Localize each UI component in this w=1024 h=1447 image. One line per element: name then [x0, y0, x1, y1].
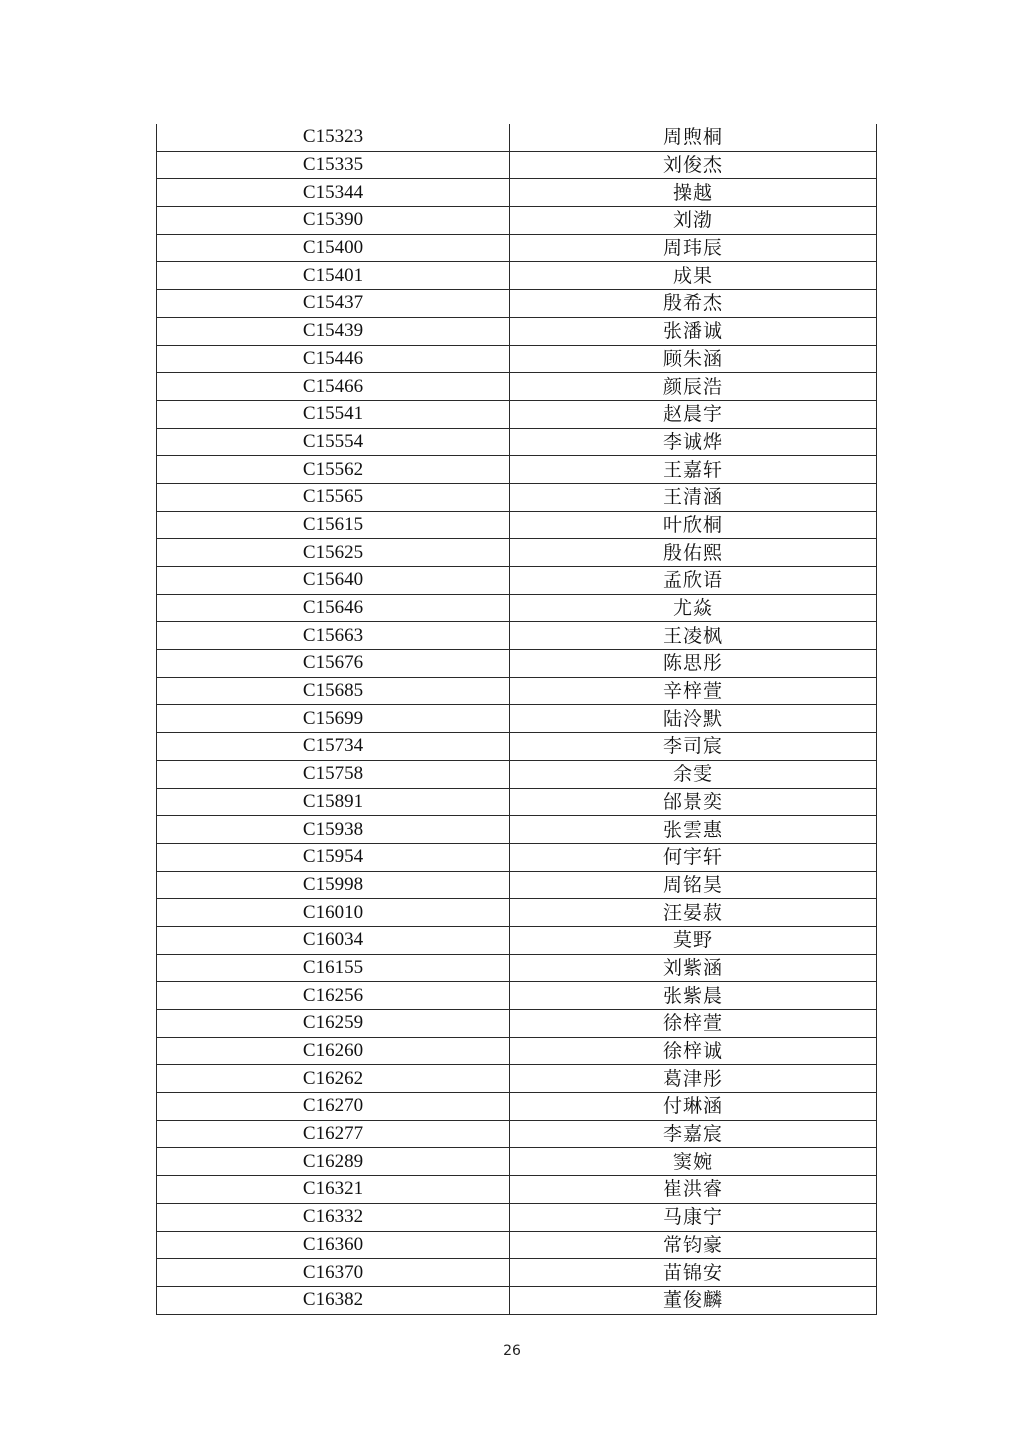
table-row: [157, 1176, 877, 1204]
cell-id: C15439: [157, 317, 510, 345]
cell-name: 陆泠默: [510, 705, 877, 733]
cell-id: C15344: [157, 179, 510, 207]
table-row: [157, 456, 877, 484]
cell-id: C15758: [157, 760, 510, 788]
table-row: [157, 317, 877, 345]
table-row: [157, 511, 877, 539]
table-row: [157, 816, 877, 844]
cell-name: 常钧豪: [510, 1231, 877, 1259]
cell-name: 崔洪睿: [510, 1176, 877, 1204]
cell-id: C16260: [157, 1037, 510, 1065]
table-row: [157, 179, 877, 207]
cell-id: C16034: [157, 926, 510, 954]
cell-id: C15615: [157, 511, 510, 539]
cell-name: 余雯: [510, 760, 877, 788]
cell-name: 辛梓萱: [510, 677, 877, 705]
cell-name: 莫野: [510, 926, 877, 954]
cell-name: 张紫晨: [510, 982, 877, 1010]
cell-id: C16370: [157, 1259, 510, 1287]
cell-id: C16256: [157, 982, 510, 1010]
table-row: [157, 373, 877, 401]
cell-id: C15646: [157, 594, 510, 622]
table-row: [157, 622, 877, 650]
cell-name: 刘渤: [510, 207, 877, 235]
table-row: [157, 1148, 877, 1176]
table-row: [157, 400, 877, 428]
cell-id: C15625: [157, 539, 510, 567]
cell-name: 王清涵: [510, 483, 877, 511]
cell-id: C16270: [157, 1093, 510, 1121]
cell-id: C15640: [157, 567, 510, 595]
cell-name: 刘俊杰: [510, 151, 877, 179]
cell-name: 刘紫涵: [510, 954, 877, 982]
cell-id: C15554: [157, 428, 510, 456]
cell-id: C15541: [157, 400, 510, 428]
cell-name: 汪晏菽: [510, 899, 877, 927]
cell-name: 殷佑熙: [510, 539, 877, 567]
cell-id: C15565: [157, 483, 510, 511]
table-row: [157, 1010, 877, 1038]
cell-id: C16321: [157, 1176, 510, 1204]
table-row: [157, 650, 877, 678]
cell-name: 顾朱涵: [510, 345, 877, 373]
cell-id: C15562: [157, 456, 510, 484]
cell-name: 周煦桐: [510, 124, 877, 151]
cell-id: C15663: [157, 622, 510, 650]
cell-name: 邰景奕: [510, 788, 877, 816]
cell-name: 葛津彤: [510, 1065, 877, 1093]
cell-id: C15699: [157, 705, 510, 733]
table-row: [157, 677, 877, 705]
cell-name: 叶欣桐: [510, 511, 877, 539]
table-row: [157, 899, 877, 927]
cell-name: 王嘉轩: [510, 456, 877, 484]
table-row: [157, 234, 877, 262]
cell-id: C15446: [157, 345, 510, 373]
table-row: [157, 1203, 877, 1231]
table-row: [157, 788, 877, 816]
cell-name: 陈思彤: [510, 650, 877, 678]
cell-id: C15998: [157, 871, 510, 899]
table-row: [157, 954, 877, 982]
table-row: [157, 567, 877, 595]
cell-name: 周玮辰: [510, 234, 877, 262]
cell-name: 操越: [510, 179, 877, 207]
cell-id: C15938: [157, 816, 510, 844]
cell-id: C15466: [157, 373, 510, 401]
table-row: [157, 1065, 877, 1093]
cell-name: 徐梓诚: [510, 1037, 877, 1065]
cell-id: C16382: [157, 1286, 510, 1314]
roster-table: [156, 124, 877, 1315]
cell-name: 马康宁: [510, 1203, 877, 1231]
table-row: [157, 733, 877, 761]
cell-id: C15891: [157, 788, 510, 816]
table-row: [157, 1259, 877, 1287]
table-row: [157, 262, 877, 290]
cell-id: C16262: [157, 1065, 510, 1093]
cell-name: 董俊麟: [510, 1286, 877, 1314]
cell-name: 李司宸: [510, 733, 877, 761]
cell-name: 窦婉: [510, 1148, 877, 1176]
cell-name: 赵晨宇: [510, 400, 877, 428]
table-row: [157, 539, 877, 567]
cell-name: 张潘诚: [510, 317, 877, 345]
cell-name: 张雲惠: [510, 816, 877, 844]
page-number: 26: [503, 1343, 521, 1359]
table-row: [157, 1120, 877, 1148]
cell-id: C15437: [157, 290, 510, 318]
cell-id: C15390: [157, 207, 510, 235]
table-row: [157, 151, 877, 179]
table-row: [157, 705, 877, 733]
cell-id: C16155: [157, 954, 510, 982]
table-row: [157, 207, 877, 235]
cell-id: C15734: [157, 733, 510, 761]
table-row: [157, 1037, 877, 1065]
cell-id: C16332: [157, 1203, 510, 1231]
cell-name: 王凌枫: [510, 622, 877, 650]
cell-name: 殷希杰: [510, 290, 877, 318]
cell-id: C16259: [157, 1010, 510, 1038]
cell-name: 颜辰浩: [510, 373, 877, 401]
cell-id: C15954: [157, 843, 510, 871]
cell-id: C16360: [157, 1231, 510, 1259]
cell-name: 尤焱: [510, 594, 877, 622]
table-row: [157, 926, 877, 954]
cell-name: 李嘉宸: [510, 1120, 877, 1148]
cell-name: 徐梓萱: [510, 1010, 877, 1038]
table-row: [157, 594, 877, 622]
table-row: [157, 760, 877, 788]
roster-table-body: [157, 124, 877, 1314]
cell-name: 苗锦安: [510, 1259, 877, 1287]
cell-name: 周铭昊: [510, 871, 877, 899]
cell-id: C15685: [157, 677, 510, 705]
table-row: [157, 428, 877, 456]
table-row: [157, 843, 877, 871]
table-row: [157, 483, 877, 511]
cell-id: C15400: [157, 234, 510, 262]
roster-table-container: [156, 124, 875, 1315]
cell-id: C16289: [157, 1148, 510, 1176]
table-row: [157, 345, 877, 373]
table-row: [157, 1286, 877, 1314]
table-row: [157, 982, 877, 1010]
cell-name: 何宇轩: [510, 843, 877, 871]
cell-id: C16277: [157, 1120, 510, 1148]
cell-id: C15335: [157, 151, 510, 179]
cell-id: C15676: [157, 650, 510, 678]
cell-name: 付琳涵: [510, 1093, 877, 1121]
cell-id: C15323: [157, 124, 510, 151]
cell-name: 孟欣语: [510, 567, 877, 595]
table-row: [157, 871, 877, 899]
table-row: [157, 124, 877, 151]
table-row: [157, 290, 877, 318]
cell-name: 成果: [510, 262, 877, 290]
table-row: [157, 1231, 877, 1259]
table-row: [157, 1093, 877, 1121]
cell-id: C16010: [157, 899, 510, 927]
cell-id: C15401: [157, 262, 510, 290]
cell-name: 李诚烨: [510, 428, 877, 456]
